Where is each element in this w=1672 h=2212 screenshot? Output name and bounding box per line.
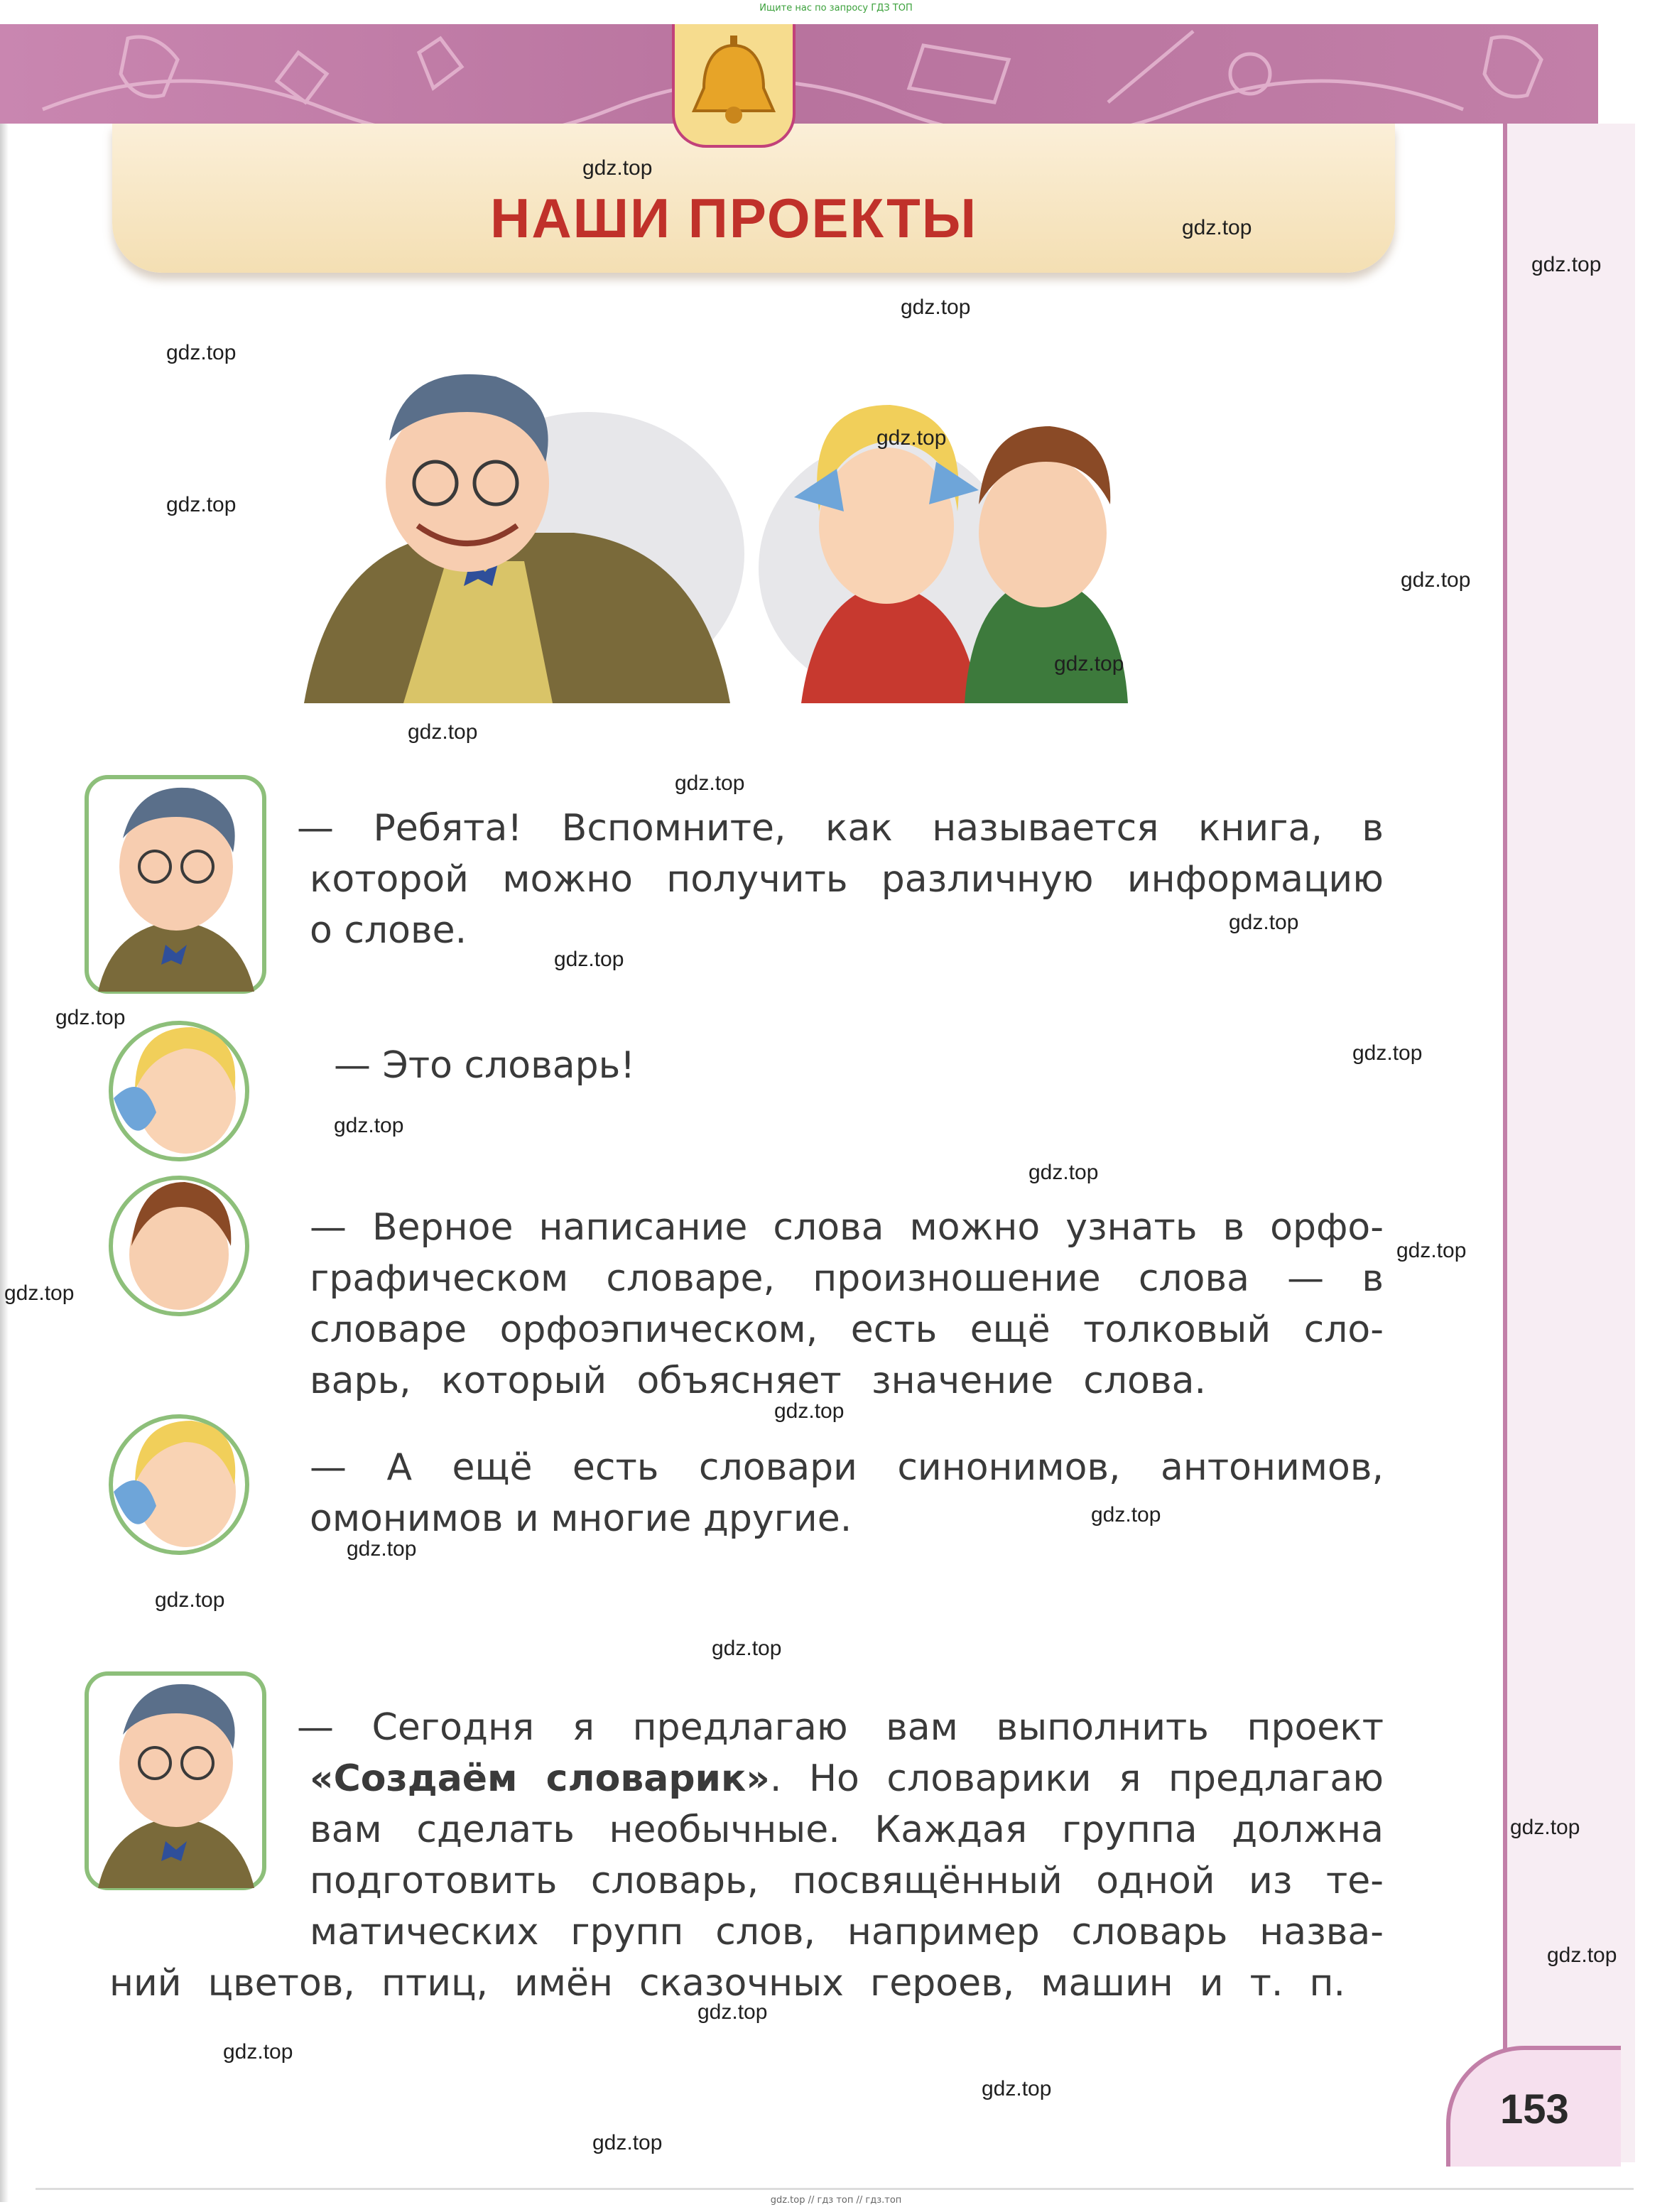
- watermark: gdz.top: [1531, 253, 1602, 276]
- girl-avatar-2: [107, 1414, 251, 1556]
- page-gutter-shadow: [0, 57, 9, 2202]
- dialogue-2-line-1: — Это словарь!: [334, 1044, 636, 1087]
- bottom-rule: [36, 2188, 1634, 2190]
- pen-ornament-icon: [1108, 31, 1193, 102]
- watermark: gdz.top: [1028, 1161, 1099, 1184]
- boy-face: [979, 458, 1107, 607]
- dialogue-3-line-1: — Верное написание слова можно узнать в орфо-: [310, 1206, 1384, 1249]
- leaf-ornament-icon: [419, 38, 462, 88]
- watermark: gdz.top: [223, 2040, 293, 2064]
- dialogue-3-line-2: графическом словаре, произношение слова — в: [310, 1257, 1384, 1300]
- watermark: gdz.top: [55, 1006, 126, 1029]
- watermark: gdz.top: [166, 341, 237, 364]
- dialogue-5-line-5: матических групп слов, например словарь назва-: [310, 1911, 1384, 1953]
- dialogue-3-line-3: словаре орфоэпическом, есть ещё толковый сло-: [310, 1308, 1384, 1351]
- top-note: Ищите нас по запросу ГДЗ ТОП: [759, 3, 913, 13]
- dialogue-5-line-3: вам сделать необычные. Каждая группа должна: [310, 1809, 1384, 1851]
- watermark: gdz.top: [774, 1399, 845, 1423]
- teacher-avatar-2: [84, 1671, 267, 1891]
- watermark: gdz.top: [4, 1281, 75, 1305]
- girl-avatar-1: [107, 1020, 251, 1162]
- watermark: gdz.top: [712, 1637, 782, 1660]
- watermark: gdz.top: [1091, 1503, 1161, 1527]
- dialogue-4-line-2: омонимов и многие другие.: [310, 1497, 852, 1540]
- watermark: gdz.top: [697, 2000, 768, 2024]
- dialogue-5-line-1: — Сегодня я предлагаю вам выполнить проект: [297, 1706, 1384, 1749]
- dialogue-5-line-6: ний цветов, птиц, имён сказочных героев, машин и т. п.: [109, 1962, 1345, 2005]
- bell-ornament-icon: [1484, 37, 1541, 97]
- page-number: 153: [1500, 2086, 1569, 2132]
- dialogue-1-line-1: — Ребята! Вспомните, как называется книга, в: [297, 807, 1384, 850]
- watermark: gdz.top: [876, 426, 947, 450]
- book-ornament-icon: [909, 45, 1009, 102]
- watermark: gdz.top: [155, 1588, 225, 1612]
- dialogue-5-line-4: подготовить словарь, посвящённый одной из те-: [310, 1860, 1384, 1902]
- watermark: gdz.top: [901, 296, 971, 319]
- dialogue-3-line-4: варь, который объясняет значение слова.: [310, 1360, 1206, 1402]
- bell-tab: [672, 24, 796, 148]
- watermark: gdz.top: [1547, 1943, 1617, 1967]
- bottom-note: gdz.top // гдз топ // гдз.топ: [770, 2195, 902, 2206]
- watermark: gdz.top: [408, 720, 478, 744]
- bell-ornament-icon: [121, 37, 178, 97]
- watermark: gdz.top: [554, 948, 624, 971]
- dialogue-1-line-3: о слове.: [310, 909, 467, 952]
- boy-avatar: [107, 1175, 251, 1317]
- bell-icon: [675, 24, 793, 145]
- watermark: gdz.top: [1401, 568, 1471, 592]
- dialogue-1-line-2: которой можно получить различную информацию: [310, 858, 1384, 901]
- watermark: gdz.top: [347, 1537, 417, 1561]
- teacher-avatar: [84, 774, 267, 994]
- dialogue-4-line-1: — А ещё есть словари синонимов, антонимов,: [310, 1446, 1384, 1489]
- watermark: gdz.top: [1054, 652, 1124, 676]
- watermark: gdz.top: [1229, 911, 1299, 934]
- girl-face: [819, 448, 954, 604]
- page-title: НАШИ ПРОЕКТЫ: [490, 187, 978, 249]
- watermark: gdz.top: [582, 156, 653, 180]
- right-margin-strip: [1507, 124, 1635, 2162]
- watermark: gdz.top: [1182, 216, 1252, 239]
- project-name: «Создаём словарик»: [310, 1757, 770, 1800]
- watermark: gdz.top: [1510, 1816, 1580, 1839]
- watermark: gdz.top: [166, 493, 237, 516]
- banner-ornaments: [0, 24, 1598, 124]
- watermark: gdz.top: [1352, 1041, 1423, 1065]
- watermark: gdz.top: [675, 771, 745, 795]
- watermark: gdz.top: [334, 1114, 404, 1137]
- dialogue-5-line-2: [310, 1757, 1384, 1800]
- watermark: gdz.top: [1396, 1239, 1467, 1262]
- watermark: gdz.top: [982, 2077, 1052, 2100]
- watermark: gdz.top: [592, 2131, 663, 2154]
- dialogue-5-line-2-rest: . Но словарики я предлагаю: [769, 1757, 1384, 1800]
